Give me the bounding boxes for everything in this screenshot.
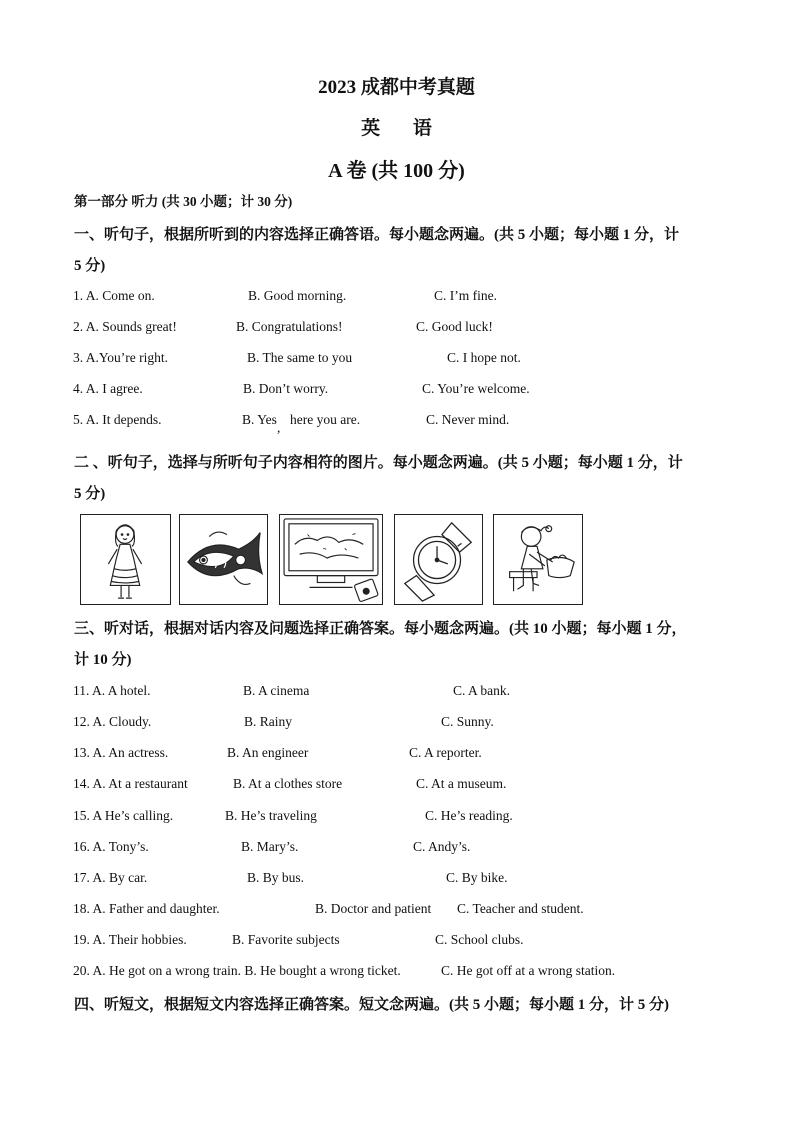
q5-option-c: C. Never mind. xyxy=(426,412,510,427)
section-2-heading xyxy=(74,448,722,510)
q13-option-c: C. A reporter. xyxy=(409,745,482,760)
q16-option-b: B. Mary’s. xyxy=(241,839,299,854)
section-2-heading-line2: 5 分) xyxy=(74,486,106,502)
q1-option-b: B. Good morning. xyxy=(248,288,347,303)
q18-option-b: B. Doctor and patient xyxy=(315,901,432,916)
section-3-heading-line1: 三、听对话，根据对话内容及问题选择正确答案。每小题念两遍。(共 10 小题；每小题 1 分， xyxy=(74,621,687,637)
q13-option-a: 13. A. An actress. xyxy=(73,745,169,760)
q12-option-a: 12. A. Cloudy. xyxy=(73,714,152,729)
tv-map-icon xyxy=(279,514,383,605)
q17-option-c: C. By bike. xyxy=(446,870,508,885)
q3-option-a: 3. A.You’re right. xyxy=(73,350,169,365)
girl-in-dress-icon xyxy=(80,514,171,605)
q17-option-a: 17. A. By car. xyxy=(73,870,148,885)
section-1-heading-line2: 5 分) xyxy=(74,258,106,274)
section-1-heading-line1: 一、听句子，根据所听到的内容选择正确答语。每小题念两遍。(共 5 小题；每小题 1 分，计 xyxy=(74,227,679,243)
page-title: 2023 成都中考真题 xyxy=(318,77,475,98)
subject-title: 英 语 xyxy=(361,118,446,139)
q1-option-a: 1. A. Come on. xyxy=(73,288,155,303)
q2-option-a: 2. A. Sounds great! xyxy=(73,319,177,334)
q19-option-c: C. School clubs. xyxy=(435,932,524,947)
q17-option-b: B. By bus. xyxy=(247,870,305,885)
q4-option-a: 4. A. I agree. xyxy=(73,381,143,396)
q4-option-c: C. You’re welcome. xyxy=(422,381,530,396)
q3-option-b: B. The same to you xyxy=(247,350,353,365)
q5-option-b: B. Yes xyxy=(242,412,277,427)
q12-option-c: C. Sunny. xyxy=(441,714,494,729)
q14-option-b: B. At a clothes store xyxy=(233,776,343,791)
q15-option-c: C. He’s reading. xyxy=(425,808,513,823)
q15-option-a: 15. A He’s calling. xyxy=(73,808,174,823)
section-3-heading-line2: 计 10 分) xyxy=(74,652,132,668)
q12-option-b: B. Rainy xyxy=(244,714,293,729)
q16-option-c: C. Andy’s. xyxy=(413,839,471,854)
q19-option-a: 19. A. Their hobbies. xyxy=(73,932,187,947)
q20-options-a-b: 20. A. He got on a wrong train. B. He bought a wrong ticket. xyxy=(73,963,401,978)
girl-washing-clothes-icon xyxy=(493,514,583,605)
section-1-heading xyxy=(74,220,722,282)
part-one-heading: 第一部分 听力 (共 30 小题；计 30 分) xyxy=(74,194,293,209)
q5-option-a: 5. A. It depends. xyxy=(73,412,162,427)
q1-option-c: C. I’m fine. xyxy=(434,288,497,303)
q14-option-c: C. At a museum. xyxy=(416,776,507,791)
q3-option-c: C. I hope not. xyxy=(447,350,521,365)
q5-option-b-comma: , xyxy=(277,420,281,435)
section-4-heading xyxy=(74,990,722,1021)
section-4-heading-line1: 四、听短文，根据短文内容选择正确答案。短文念两遍。(共 5 小题；每小题 1 分，计 5 分) xyxy=(74,997,669,1013)
volume-title: A 卷 (共 100 分) xyxy=(328,160,465,182)
q4-option-b: B. Don’t worry. xyxy=(243,381,329,396)
q5-option-b-rest: here you are. xyxy=(290,412,361,427)
q18-option-c: C. Teacher and student. xyxy=(457,901,584,916)
q15-option-b: B. He’s traveling xyxy=(225,808,317,823)
q11-option-c: C. A bank. xyxy=(453,683,511,698)
q2-option-c: C. Good luck! xyxy=(416,319,493,334)
q20-option-c: C. He got off at a wrong station. xyxy=(441,963,616,978)
q16-option-a: 16. A. Tony’s. xyxy=(73,839,149,854)
q13-option-b: B. An engineer xyxy=(227,745,309,760)
q11-option-b: B. A cinema xyxy=(243,683,310,698)
q19-option-b: B. Favorite subjects xyxy=(232,932,340,947)
q11-option-a: 11. A. A hotel. xyxy=(73,683,151,698)
section-2-heading-line1: 二 、听句子，选择与所听句子内容相符的图片。每小题念两遍。(共 5 小题；每小题 1 分，计 xyxy=(74,455,683,471)
section-3-heading xyxy=(74,614,722,676)
q18-option-a: 18. A. Father and daughter. xyxy=(73,901,220,916)
q2-option-b: B. Congratulations! xyxy=(236,319,343,334)
paper-cut-fish-icon xyxy=(179,514,268,605)
wristwatch-icon xyxy=(394,514,483,605)
q14-option-a: 14. A. At a restaurant xyxy=(73,776,188,791)
